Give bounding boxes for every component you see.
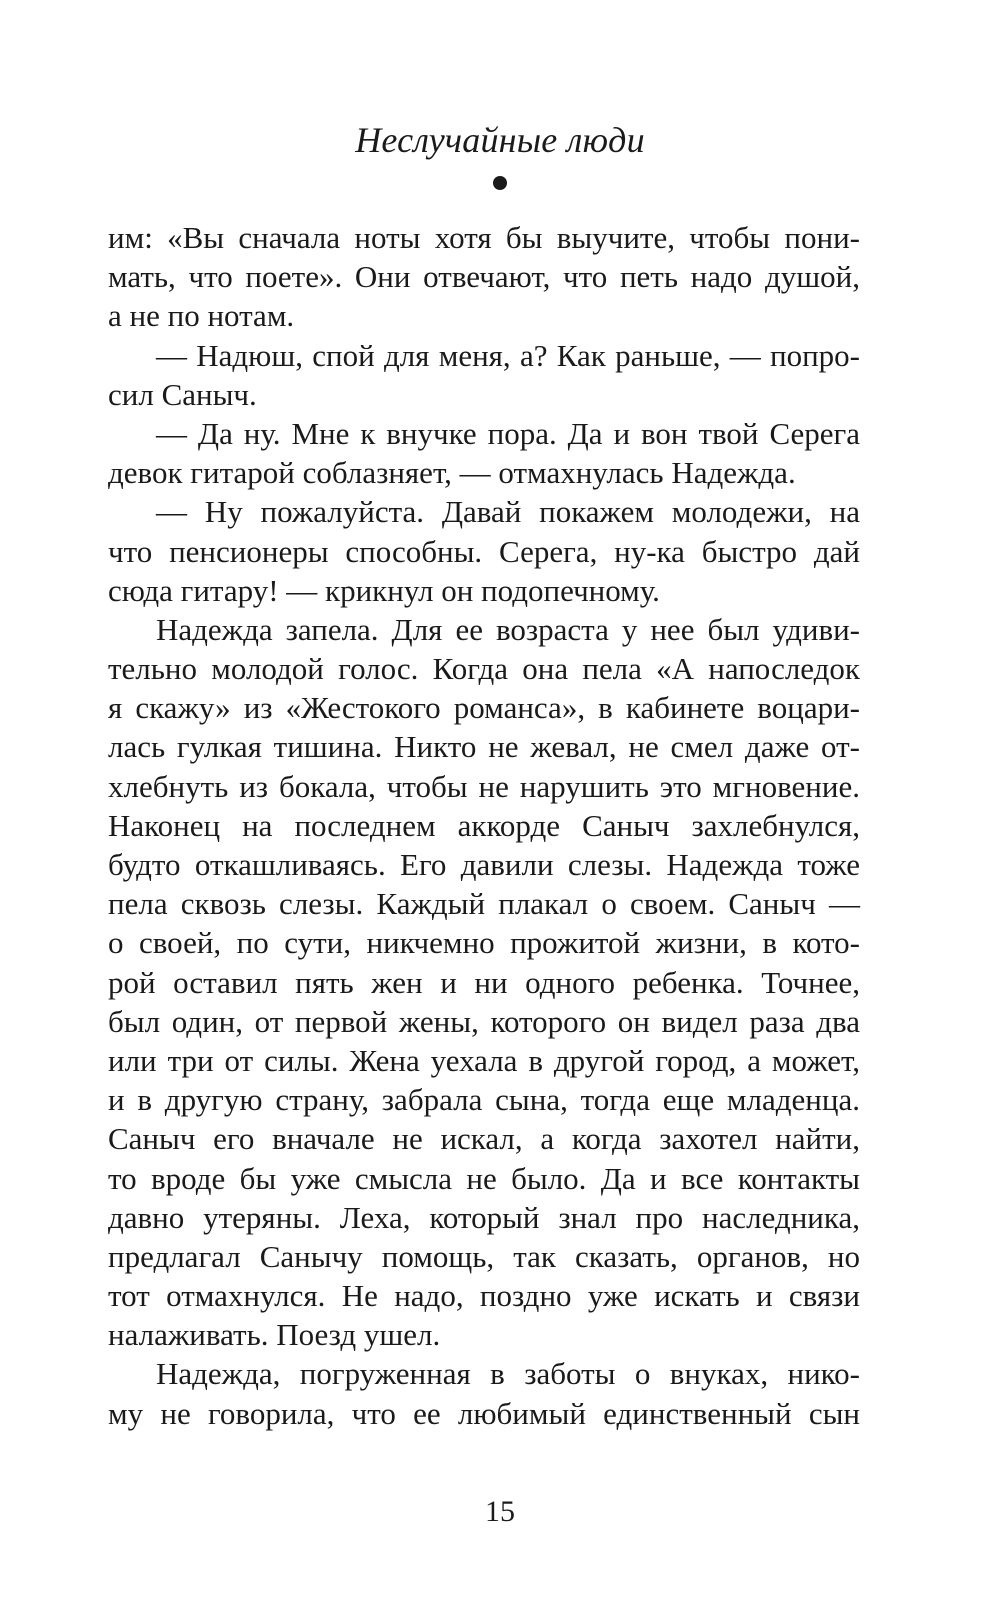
text-line: хлебнуть из бокала, чтобы не нарушить это мгновение. <box>108 768 860 804</box>
text-line: а не по нотам. <box>108 298 295 334</box>
text-line: Надежда запела. Для ее возраста у нее был удиви- <box>156 611 860 647</box>
page-number: 15 <box>485 1495 515 1528</box>
header-bullet-ornament <box>493 176 507 190</box>
text-line: сюда гитару! — крикнул он подопечному. <box>108 572 660 608</box>
text-line: Саныч его вначале не искал, а когда захотел найти, <box>108 1121 860 1157</box>
text-line: — Да ну. Мне к внучке пора. Да и вон твой Серега <box>156 415 860 451</box>
text-line: — Ну пожалуйста. Давай покажем молодежи, на <box>156 494 860 530</box>
text-line: будто откашливаясь. Его давили слезы. Надежда тоже <box>108 847 860 882</box>
text-line: лась гулкая тишина. Никто не жевал, не смел даже от- <box>108 729 860 765</box>
text-line: сил Саныч. <box>108 376 257 412</box>
text-line: тельно молодой голос. Когда она пела «А напоследок <box>108 651 860 687</box>
text-line: тот отмахнулся. Не надо, поздно уже искать и связи <box>108 1278 860 1314</box>
text-line: о своей, по сути, никчемно прожитой жизни, в кото- <box>108 925 860 961</box>
text-line: что пенсионеры способны. Серега, ну-ка быстро дай <box>108 533 860 569</box>
text-line: или три от силы. Жена уехала в другой город, а может, <box>108 1042 860 1078</box>
text-line: пела сквозь слезы. Каждый плакал о своем. Саныч — <box>108 886 860 922</box>
text-line: был один, от первой жены, которого он видел раза два <box>108 1003 860 1039</box>
text-line: и в другую страну, забрала сына, тогда еще младенца. <box>108 1082 860 1118</box>
text-line: Наконец на последнем аккорде Саныч захлебнулся, <box>108 807 860 843</box>
text-line: мать, что поете». Они отвечают, что петь надо душой, <box>108 259 860 295</box>
text-line: рой оставил пять жен и ни одного ребенка. Точнее, <box>108 964 860 1000</box>
body-text <box>108 218 860 1433</box>
text-line: им: «Вы сначала ноты хотя бы выучите, чтобы пони- <box>108 220 860 255</box>
text-line: предлагал Санычу помощь, так сказать, органов, но <box>108 1238 860 1274</box>
text-line: то вроде бы уже смысла не было. Да и все контакты <box>108 1160 860 1196</box>
text-line: я скажу» из «Жестокого романса», в кабинете воцари- <box>108 690 860 726</box>
text-line: давно утеряны. Леха, который знал про наследника, <box>108 1199 860 1235</box>
text-line: Надежда, погруженная в заботы о внуках, нико- <box>156 1356 860 1392</box>
text-line: налаживать. Поезд ушел. <box>108 1317 441 1353</box>
text-line: — Надюш, спой для меня, а? Как раньше, — попро- <box>156 337 860 373</box>
text-line: девок гитарой соблазняет, — отмахнулась Надежда. <box>108 455 796 491</box>
running-head: Неслучайные люди <box>355 120 645 160</box>
text-line: му не говорила, что ее любимый единственный сын <box>108 1395 860 1431</box>
